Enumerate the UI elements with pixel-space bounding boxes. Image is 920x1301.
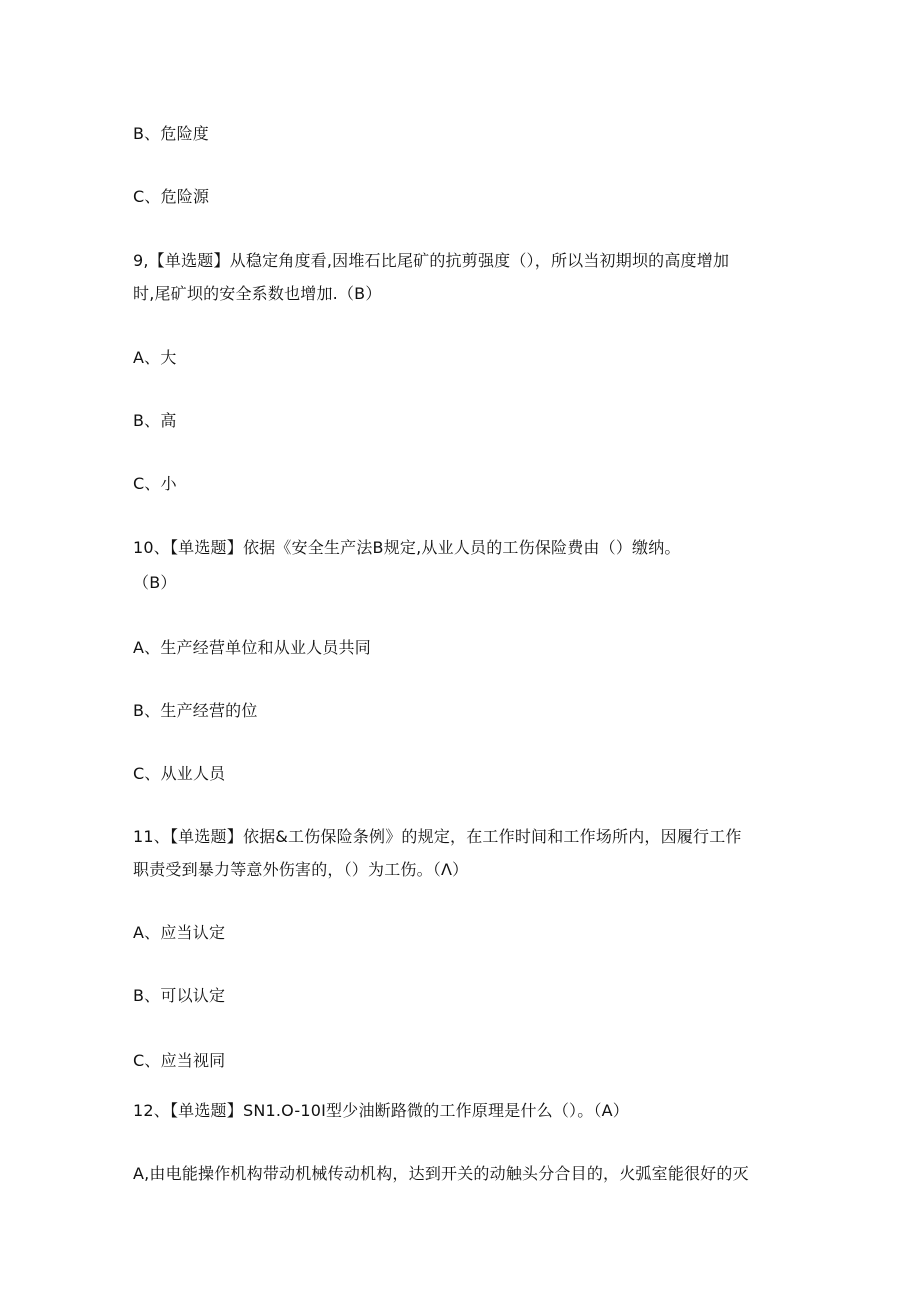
q11-option-b: B、可以认定 — [133, 986, 226, 1005]
q8-option-b: B、危险度 — [133, 124, 209, 143]
q9-option-c: C、小 — [133, 474, 177, 493]
q9-stem-line1: 9,【单选题】从稳定角度看,因堆石比尾矿的抗剪强度（），所以当初期坝的高度增加 — [133, 251, 730, 270]
q11-stem-line1: 11、【单选题】依据&工伤保险条例》的规定，在工作时间和工作场所内，因履行工作 — [133, 827, 742, 846]
q9-option-b: B、高 — [133, 411, 177, 430]
q9-option-a: A、大 — [133, 348, 177, 367]
q9-stem-line2: 时,尾矿坝的安全系数也增加.（B） — [133, 284, 382, 303]
q8-option-c: C、危险源 — [133, 187, 210, 206]
q11-option-c: C、应当视同 — [133, 1051, 226, 1070]
q10-option-b: B、生产经营的位 — [133, 701, 258, 720]
q11-option-a: A、应当认定 — [133, 923, 226, 942]
q10-stem-line2: （B） — [133, 573, 177, 592]
q10-stem-line1: 10、【单选题】依据《安全生产法B规定,从业人员的工伤保险费由（）缴纳。 — [133, 538, 681, 557]
q10-option-a: A、生产经营单位和从业人员共同 — [133, 638, 371, 657]
q10-option-c: C、从业人员 — [133, 764, 226, 783]
q12-option-a-line1: A,由电能操作机构带动机械传动机构，达到开关的动触头分合目的，火弧室能很好的灭 — [133, 1164, 749, 1183]
q11-stem-line2: 职责受到暴力等意外伤害的，（）为工伤。（Λ） — [133, 860, 469, 879]
q12-stem-line1: 12、【单选题】SN1.O-10I型少油断路微的工作原理是什么（）。（A） — [133, 1101, 629, 1120]
